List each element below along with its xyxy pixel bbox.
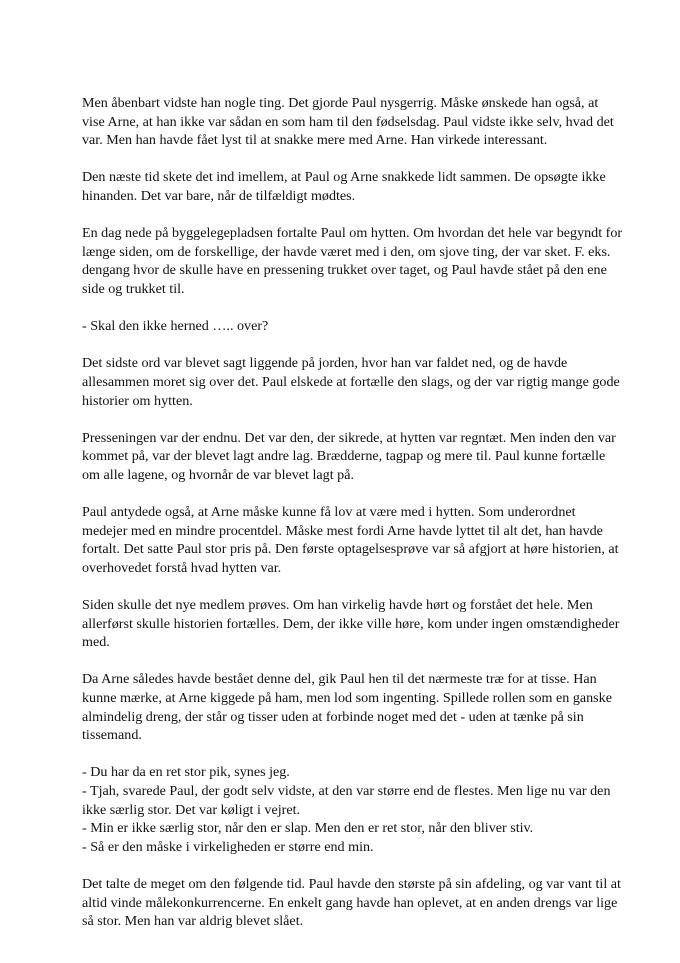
text-line: overhovedet forstå hvad hytten var. xyxy=(82,559,282,576)
text-line: allerførst skulle historien fortælles. Dem, der ikke ville høre, kom under ingen omstændigheder xyxy=(82,615,620,632)
text-line: var. Men han havde fået lyst til at snakke mere med Arne. Han virkede interessant. xyxy=(82,132,548,149)
text-line: Presseningen var der endnu. Det var den, der sikrede, at hytten var regntæt. Men inden den var xyxy=(82,429,616,446)
paragraph xyxy=(82,354,642,410)
text-line: Den næste tid skete det ind imellem, at Paul og Arne snakkede lidt sammen. De opsøgte ikke xyxy=(82,169,606,186)
paragraph xyxy=(82,670,642,744)
text-line: ikke særlig stor. Det var køligt i vejret. xyxy=(82,801,301,818)
paragraph xyxy=(82,429,642,485)
text-line: Det talte de meget om den følgende tid. Paul havde den største på sin afdeling, og var vant til at xyxy=(82,875,621,892)
paragraph xyxy=(82,503,642,577)
text-line: så stor. Men han var aldrig blevet slået. xyxy=(82,913,304,930)
paragraph xyxy=(82,875,642,931)
text-line: - Du har da en ret stor pik, synes jeg. xyxy=(82,764,290,781)
document-page xyxy=(82,94,642,949)
text-line: historier om hytten. xyxy=(82,392,193,409)
text-line: Paul antydede også, at Arne måske kunne få lov at være med i hytten. Som underordnet xyxy=(82,504,576,521)
text-line: - Så er den måske i virkeligheden er større end min. xyxy=(82,838,374,855)
paragraph xyxy=(82,224,642,298)
text-line: - Skal den ikke herned ….. over? xyxy=(82,318,269,335)
text-line: Men åbenbart vidste han nogle ting. Det gjorde Paul nysgerrig. Måske ønskede han også, at xyxy=(82,95,599,111)
text-line: Det sidste ord var blevet sagt liggende på jorden, hvor han var faldet ned, og de havde xyxy=(82,355,568,372)
text-line: En dag nede på byggelegepladsen fortalte Paul om hytten. Om hvordan det hele var begyndt for xyxy=(82,225,623,242)
text-line: Siden skulle det nye medlem prøves. Om han virkelig havde hørt og forstået det hele. Men xyxy=(82,597,593,614)
text-line: side og trukket til. xyxy=(82,280,185,297)
text-line: Da Arne således havde bestået denne del, gik Paul hen til det nærmeste træ for at tisse. Han xyxy=(82,671,597,688)
text-line: fortalt. Det satte Paul stor pris på. Den første optagelsesprøve var så afgjort at høre historien, at xyxy=(82,541,619,558)
text-line: tissemand. xyxy=(82,727,142,744)
paragraph xyxy=(82,317,642,336)
paragraph xyxy=(82,94,642,150)
text-line: allesammen moret sig over det. Paul elskede at fortælle den slags, og der var rigtig mange gode xyxy=(82,373,620,390)
paragraph xyxy=(82,596,642,652)
text-line: - Min er ikke særlig stor, når den er slap. Men den er ret stor, når den bliver stiv. xyxy=(82,820,534,837)
text-line: altid vinde målekonkurrencerne. En enkelt gang havde han oplevet, at en anden drengs var lige xyxy=(82,894,618,911)
text-line: hinanden. Det var bare, når de tilfældigt mødtes. xyxy=(82,187,356,204)
text-line: længe siden, om de forskellige, der havde været med i den, om sjove ting, der var sket. F. eks. xyxy=(82,243,611,260)
text-line: medejer med en mindre procentdel. Måske mest fordi Arne havde lyttet til alt det, han havde xyxy=(82,522,603,539)
text-line: kommet på, var der blevet lagt andre lag. Brædderne, tagpap og mere til. Paul kunne fortælle xyxy=(82,448,606,465)
paragraph xyxy=(82,168,642,205)
text-line: - Tjah, svarede Paul, der godt selv vidste, at den var større end de flestes. Men lige nu var den xyxy=(82,782,611,799)
paragraph xyxy=(82,763,642,856)
text-line: om alle lagene, og hvornår de var blevet lagt på. xyxy=(82,466,354,483)
text-line: dengang hvor de skulle have en pressening trukket over taget, og Paul havde stået på den ene xyxy=(82,262,607,279)
text-line: kunne mærke, at Arne kiggede på ham, men lod som ingenting. Spillede rollen som en ganske xyxy=(82,690,612,706)
text-line: vise Arne, at han ikke var sådan en som ham til den fødselsdag. Paul vidste ikke selv, hvad det xyxy=(82,113,614,130)
text-line: med. xyxy=(82,634,110,651)
text-line: almindelig dreng, der står og tisser uden at forbinde noget med det - uden at tænke på sin xyxy=(82,708,584,725)
